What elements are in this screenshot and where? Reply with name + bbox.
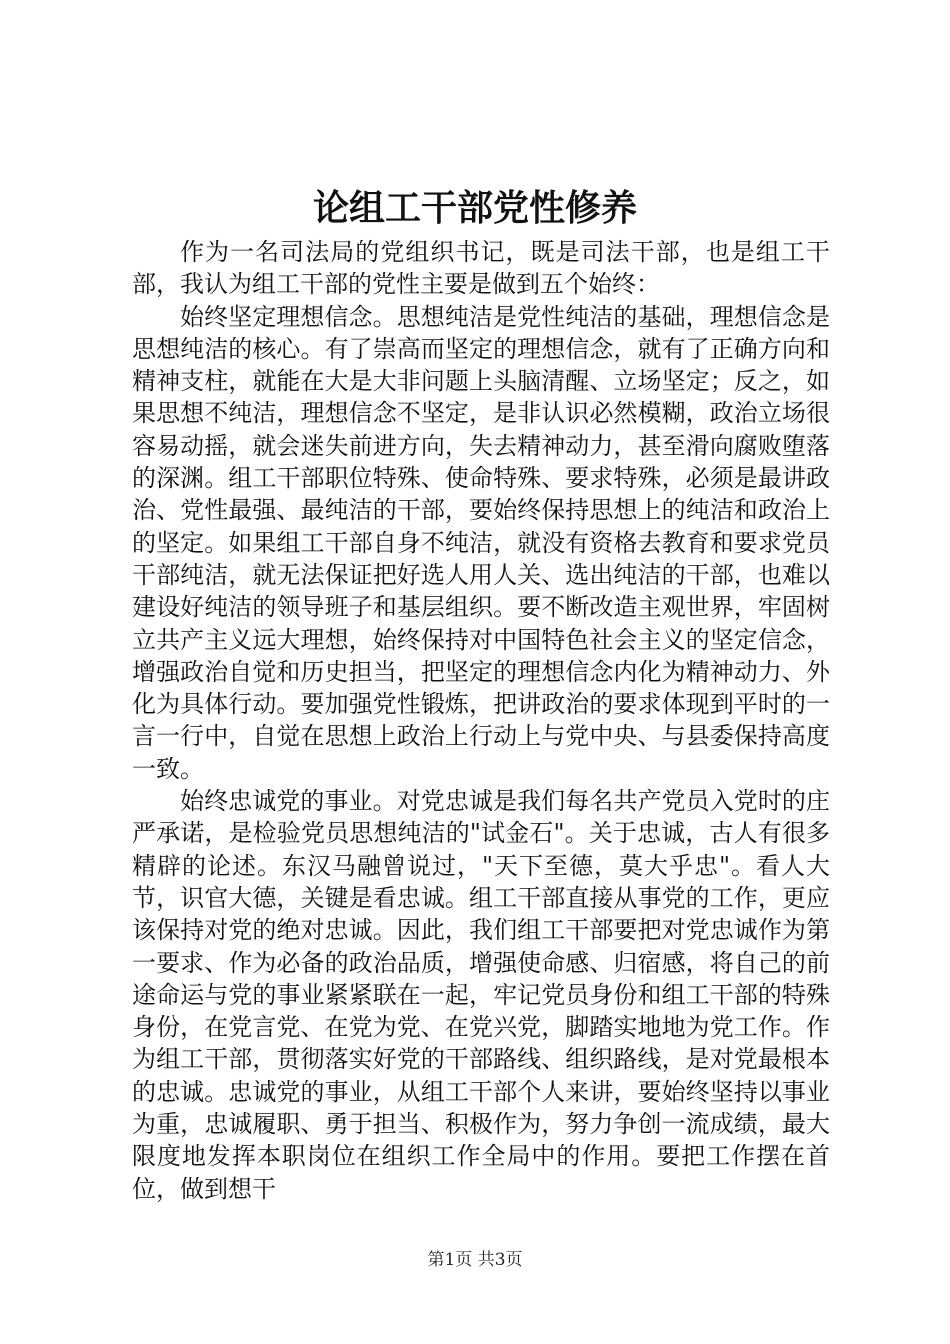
paragraph-intro: 作为一名司法局的党组织书记，既是司法干部，也是组工干部，我认为组工干部的党性主要是做到五个始终： [132, 238, 830, 299]
paragraph-loyalty: 始终忠诚党的事业。对党忠诚是我们每名共产党员入党时的庄严承诺，是检验党员思想纯洁的"试金石"。关于忠诚，古人有很多精辟的论述。东汉马融曾说过，"天下至德，莫大乎忠"。看人大节，识官大德，关键是看忠诚。组工干部直接从事党的工作，更应该保持对党的绝对忠诚。因此，我们组工干部要把对党忠诚作为第一要求、作为必备的政治品质，增强使命感、归宿感，将自己的前途命运与党的事业紧紧联在一起，牢记党员身份和组工干部的特殊身份，在党言党、在党为党、在党兴党，脚踏实地地为党工作。作为组工干部，贯彻落实好党的干部路线、组织路线，是对党最根本的忠诚。忠诚党的事业，从组工干部个人来讲，要始终坚持以事业为重，忠诚履职、勇于担当、积极作为，努力争创一流成绩，最大限度地发挥本职岗位在组织工作全局中的作用。要把工作摆在首位，做到想干 [132, 787, 830, 1203]
page-footer: 第1页 共3页 [427, 1250, 523, 1270]
paragraph-ideals: 始终坚定理想信念。思想纯洁是党性纯洁的基础，理想信念是思想纯洁的核心。有了崇高而坚定的理想信念，就有了正确方向和精神支柱，就能在大是大非问题上头脑清醒、立场坚定；反之，如果思想不纯洁，理想信念不坚定，是非认识必然模糊，政治立场很容易动摇，就会迷失前进方向，失去精神动力，甚至滑向腐败堕落的深渊。组工干部职位特殊、使命特殊、要求特殊，必须是最讲政治、党性最强、最纯洁的干部，要始终保持思想上的纯洁和政治上的坚定。如果组工干部自身不纯洁，就没有资格去教育和要求党员干部纯洁，就无法保证把好选人用人关、选出纯洁的干部，也难以建设好纯洁的领导班子和基层组织。要不断改造主观世界，牢固树立共产主义远大理想，始终保持对中国特色社会主义的坚定信念，增强政治自觉和历史担当，把坚定的理想信念内化为精神动力、外化为具体行动。要加强党性锻炼，把讲政治的要求体现到平时的一言一行中，自觉在思想上政治上行动上与党中央、与县委保持高度一致。 [132, 302, 830, 783]
document-title: 论组工干部党性修养 [312, 187, 637, 229]
document-body [132, 236, 830, 1205]
